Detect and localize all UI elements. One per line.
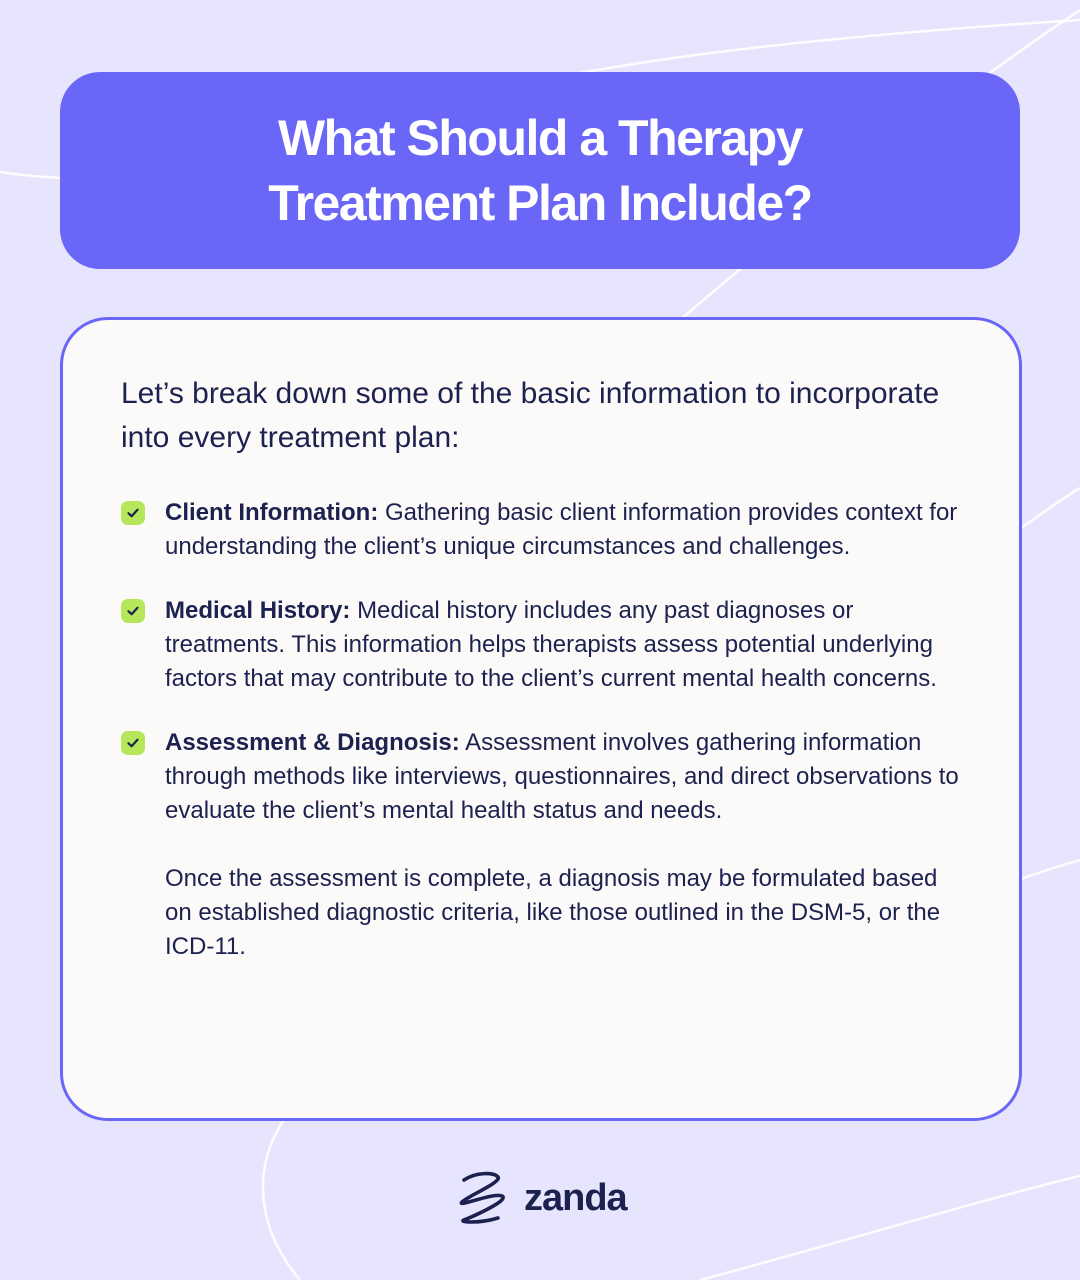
title-banner [60,72,1020,269]
list-item-client-information [121,496,961,564]
item-heading: Assessment & Diagnosis: [165,729,460,756]
check-icon [121,599,145,623]
item-text: Medical history includes any past diagnoses or treatments. This information helps therapists assess potential underlying factors that may contribute to the client’s current mental health concerns. [165,597,937,692]
logo-text: zanda [524,1176,627,1219]
intro-text: Let’s break down some of the basic information to incorporate into every treatment plan: [121,377,940,454]
list-item-assessment-diagnosis [121,726,961,964]
list-item-medical-history [121,594,961,696]
checklist [121,496,961,994]
item-text: Assessment involves gathering information through methods like interviews, questionnaires, and direct observations to evaluate the client’s mental health status and needs. [165,729,959,824]
title-line-2: Treatment Plan Include? [268,174,812,231]
page-title [160,106,920,236]
zanda-logo-icon [448,1164,516,1232]
item-heading: Client Information: [165,499,379,526]
title-line-1: What Should a Therapy [277,109,803,166]
item-text: Gathering basic client information provides context for understanding the client’s unique circumstances and challenges. [165,499,958,560]
check-icon [121,501,145,525]
check-icon [121,731,145,755]
zanda-logo [448,1164,627,1232]
content-card [60,317,1022,1121]
item-text-continued: Once the assessment is complete, a diagnosis may be formulated based on established diagnostic criteria, like those outlined in the DSM-5, or the ICD-11. [165,865,941,960]
item-heading: Medical History: [165,597,351,624]
